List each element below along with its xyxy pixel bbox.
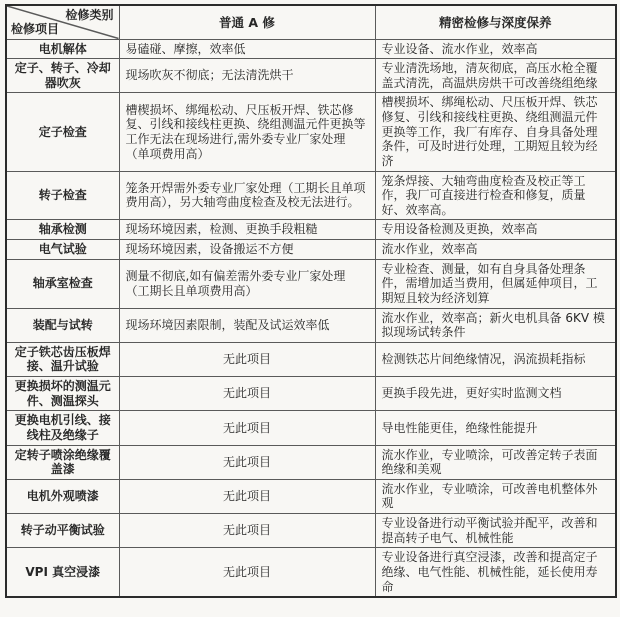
ordinary-repair-cell: 无此项目 — [119, 377, 375, 411]
header-row — [6, 5, 616, 39]
maintenance-comparison-table — [5, 4, 617, 598]
ordinary-repair-cell: 无此项目 — [119, 548, 375, 597]
item-cell: 更换损坏的测温元件、测温探头 — [6, 377, 119, 411]
precision-maintenance-cell: 流水作业，专业喷涂，可改善电机整体外观 — [375, 479, 616, 513]
table-row — [6, 171, 616, 220]
item-cell: 定子检查 — [6, 93, 119, 171]
item-cell: 轴承检测 — [6, 220, 119, 240]
table-row — [6, 59, 616, 93]
table-row — [6, 240, 616, 260]
ordinary-repair-cell: 现场环境因素限制，装配及试运效率低 — [119, 308, 375, 342]
precision-maintenance-cell: 检测铁芯片间绝缘情况，涡流损耗指标 — [375, 342, 616, 376]
precision-maintenance-cell: 槽楔损坏、绑绳松动、尺压板开焊、铁芯修复、引线和接线柱更换、绕组测温元件更换等工作，我厂有库存、自身具备处理条件，可及时进行处理，工期短且较为经济 — [375, 93, 616, 171]
precision-maintenance-cell: 专用设备检测及更换，效率高 — [375, 220, 616, 240]
ordinary-repair-cell: 无此项目 — [119, 514, 375, 548]
precision-maintenance-cell: 专业设备进行动平衡试验并配平，改善和提高转子电气、机械性能 — [375, 514, 616, 548]
item-cell: 电机外观喷漆 — [6, 479, 119, 513]
precision-maintenance-cell: 流水作业，效率高；新火电机具备 6KV 模拟现场试转条件 — [375, 308, 616, 342]
table-row — [6, 445, 616, 479]
header-item-label: 检修项目 — [11, 21, 60, 36]
item-cell: 定子铁芯齿压板焊接、温升试验 — [6, 342, 119, 376]
ordinary-repair-cell: 测量不彻底,如有偏差需外委专业厂家处理（工期长且单项费用高） — [119, 259, 375, 308]
item-cell: 电机解体 — [6, 39, 119, 59]
item-cell: 轴承室检查 — [6, 259, 119, 308]
table-row — [6, 514, 616, 548]
table-row — [6, 377, 616, 411]
header-category-label: 检修类别 — [65, 8, 114, 22]
precision-maintenance-cell: 更换手段先进，更好实时监测文档 — [375, 377, 616, 411]
table-row — [6, 479, 616, 513]
item-cell: 定子、转子、冷却器吹灰 — [6, 59, 119, 93]
item-cell: 定转子喷涂绝缘覆盖漆 — [6, 445, 119, 479]
precision-maintenance-cell: 专业设备进行真空浸漆，改善和提高定子绝缘、电气性能、机械性能，延长使用寿命 — [375, 548, 616, 597]
ordinary-repair-cell: 无此项目 — [119, 479, 375, 513]
precision-maintenance-cell: 导电性能更佳，绝缘性能提升 — [375, 411, 616, 445]
table-row — [6, 548, 616, 597]
ordinary-repair-cell: 无此项目 — [119, 411, 375, 445]
ordinary-repair-cell: 无此项目 — [119, 342, 375, 376]
item-cell: 电气试验 — [6, 240, 119, 260]
precision-maintenance-cell: 流水作业，专业喷涂，可改善定转子表面绝缘和美观 — [375, 445, 616, 479]
precision-maintenance-cell: 专业检查、测量，如有自身具备处理条件，需增加适当费用，但属延伸项目，工期短且较为经济划算 — [375, 259, 616, 308]
table-row — [6, 39, 616, 59]
item-cell: 更换电机引线、接线柱及绝缘子 — [6, 411, 119, 445]
precision-maintenance-cell: 专业清洗场地，清灰彻底，高压水枪全覆盖式清洗，高温烘房烘干可改善绕组绝缘 — [375, 59, 616, 93]
table-body — [6, 39, 616, 597]
precision-maintenance-cell: 流水作业，效率高 — [375, 240, 616, 260]
header-ordinary-repair: 普通 A 修 — [119, 5, 375, 39]
table-row — [6, 93, 616, 171]
header-precision-maintenance: 精密检修与深度保养 — [375, 5, 616, 39]
table-row — [6, 342, 616, 376]
table-row — [6, 411, 616, 445]
diagonal-header-cell — [6, 5, 119, 39]
item-cell: 转子检查 — [6, 171, 119, 220]
ordinary-repair-cell: 槽楔损坏、绑绳松动、尺压板开焊、铁芯修复、引线和接线柱更换、绕组测温元件更换等工作无法在现场进行,需外委专业厂家处理（单项费用高） — [119, 93, 375, 171]
ordinary-repair-cell: 无此项目 — [119, 445, 375, 479]
table-row — [6, 308, 616, 342]
ordinary-repair-cell: 现场环境因素，检测、更换手段粗糙 — [119, 220, 375, 240]
item-cell: 装配与试转 — [6, 308, 119, 342]
ordinary-repair-cell: 易磕碰、摩擦，效率低 — [119, 39, 375, 59]
item-cell: VPI 真空浸漆 — [6, 548, 119, 597]
precision-maintenance-cell: 笼条焊接、大轴弯曲度检查及校正等工作，我厂可直接进行检查和修复，质量好、效率高。 — [375, 171, 616, 220]
ordinary-repair-cell: 笼条开焊需外委专业厂家处理（工期长且单项费用高），另大轴弯曲度检查及校无法进行。 — [119, 171, 375, 220]
item-cell: 转子动平衡试验 — [6, 514, 119, 548]
table-row — [6, 220, 616, 240]
table-row — [6, 259, 616, 308]
ordinary-repair-cell: 现场吹灰不彻底；无法清洗烘干 — [119, 59, 375, 93]
precision-maintenance-cell: 专业设备、流水作业，效率高 — [375, 39, 616, 59]
ordinary-repair-cell: 现场环境因素，设备搬运不方便 — [119, 240, 375, 260]
